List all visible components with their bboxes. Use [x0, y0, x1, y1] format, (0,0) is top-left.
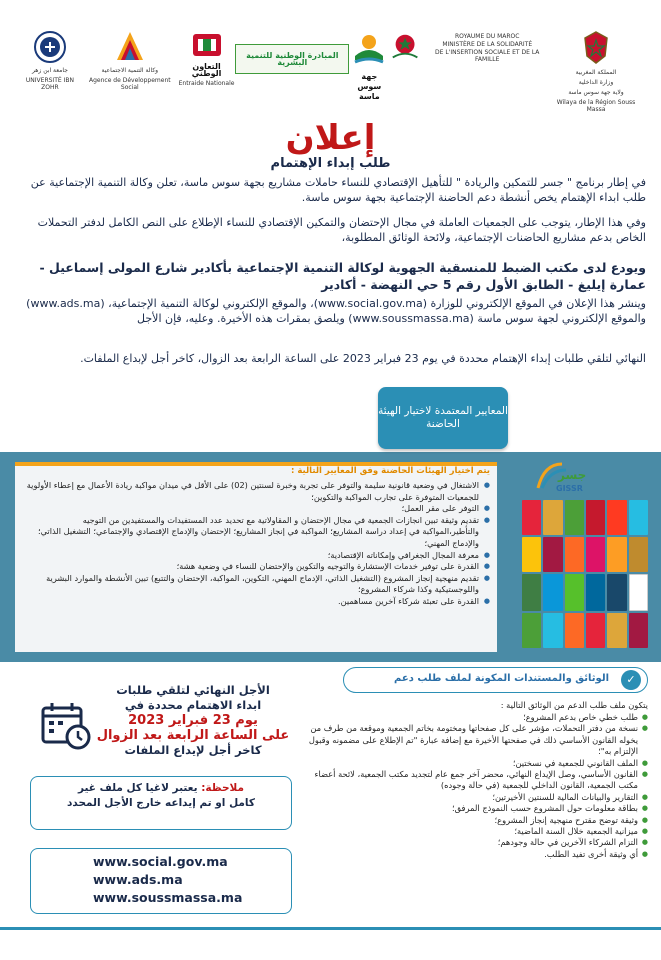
sdg-icons-grid: [522, 500, 648, 648]
criteria-title: يتم اختيار الهيئات الحاضنة وفق المعايير التالية :: [291, 466, 490, 476]
criteria-item: ● التوفر على مقر العمل؛: [24, 503, 490, 515]
sdg-icon: [522, 537, 541, 572]
logo-caption: وكالة التنمية الاجتماعية: [101, 67, 159, 74]
criteria-item: ● تقديم وثيقة تبين انجازات الجمعية في مجال الإحتضان و المقاولاتية مع تحديد عدد المستفيدات والمستفيدين من التوجيه والتأطير،المواكبة في إعداد دراسة المشاريع؛ المواكبة في إنجاز المشاريع؛ الإحتضان والإدماج الإقتصادي والإجتماعي؛ التشغيل الذاتي؛ والإدماج المهني؛: [24, 515, 490, 550]
sdg-icon: [522, 613, 541, 648]
sdg-icon: [565, 537, 584, 572]
criteria-item: ● الاشتغال في وضعية قانونية سليمة والتوفر على تجربة وخبرة لسنتين (02) على الأقل في ميدان مواكبة ريادة الأعمال مع إعطاء الأولوية للجمعيات المتوفرة على تجارب المواكبة والتكوين؛: [24, 480, 490, 503]
logo-caption: MINISTÈRE DE LA SOLIDARITÉ: [442, 41, 533, 48]
gissr-logo: [532, 458, 592, 498]
logo-caption: Wilaya de la Région Souss Massa: [556, 99, 636, 113]
logo-caption: Agence de Développement Social: [89, 77, 171, 91]
criteria-item: ● القدرة على توفير خدمات الإستشارة والتوجيه والتكوين والإحتضان للنساء في وضعية هشة؛: [24, 561, 490, 573]
document-item: ● القانون الأساسي، وصل الإيداع النهائي، محضر آخر جمع عام لتجديد مكتب الجمعية، لائحة أعضاء مكتب الجمعية، القانون الداخلي للجمعية (في حالة وجوده): [300, 769, 648, 792]
deadline-time: على الساعة الرابعة بعد الزوال: [96, 728, 290, 743]
logo-caption: ولاية جهة سوس ماسة: [568, 89, 624, 96]
bottom-divider: [0, 927, 661, 930]
publication-paragraph: وينشر هذا الإعلان في الموقع الإلكتروني للوزارة (www.social.gov.ma)، والموقع الإلكتروني لوكالة التنمية الإجتماعية، (www.ads.ma) والموقع الإلكتروني لجهة سوس ماسة (www.soussmassa.ma) ويلصق بمقرات هذه الأخيرة. وعليه، فإن الأجل: [26, 297, 646, 325]
logo-caption: المملكة المغربية: [575, 69, 617, 76]
sdg-icon: [629, 537, 648, 572]
sdg-icon: [586, 574, 605, 611]
logo-caption: Entraide Nationale: [178, 80, 235, 87]
uiz-logo: [18, 30, 82, 91]
website-links: [30, 848, 292, 914]
criteria-item: ● القدرة على تعبئة شركاء آخرين مساهمين.: [24, 596, 490, 608]
ads-logo: [82, 30, 178, 91]
sdg-icon: [586, 537, 605, 572]
submission-address: ويودع لدى مكتب الضبط للمنسقية الجهوية لوكالة التنمية الإجتماعية بأكادير شارع المولى إسماعيل - عمارة إيليغ - الطابق الأول رقم 5 حي النهضة - أكادير: [39, 260, 646, 292]
sdg-icon: [543, 574, 562, 611]
entraide-nationale-logo: [178, 30, 236, 87]
document-item: ● نسخة من دفتر التحملات، مؤشر على كل صفحاتها ومختومة بخاتم الجمعية وموقعة من طرف من يخوله القانون الأساسي ذلك في صفحتها الأخيرة مع إضافة عبارة "تم الإطلاع على مضمونه وقبول الإلتزام به"؛: [300, 723, 648, 757]
documents-list: [300, 712, 648, 860]
logo-caption: ROYAUME DU MAROC: [455, 33, 520, 40]
document-item: ● أي وثيقة أخرى تفيد الطلب.: [300, 849, 648, 860]
sdg-icon: [607, 574, 626, 611]
page-subtitle: طلب إبداء الإهتمام: [270, 156, 391, 171]
document-item: ● التقارير والبيانات المالية للسنتين الأخيرتين؛: [300, 792, 648, 803]
note-text: يعتبر لاغيا كل ملف غير: [77, 782, 198, 794]
documents-intro: يتكون ملف طلب الدعم من الوثائق التالية :: [500, 700, 648, 710]
sdg-icon: [522, 574, 541, 611]
ministry-solidarity-logo: [389, 30, 549, 66]
logo-caption: التعاون الوطني: [191, 62, 222, 78]
gissr-arabic: جسر: [558, 468, 587, 482]
intro-paragraph-2: وفي هذا الإطار، يتوجب على الجمعيات العاملة في مجال الإحتضان والتمكين الإقتصادي للنساء الإطلاع على النص الكامل لدفتر التحملات الخاص بدعم مشاريع الحاضنات الإجتماعية، ولائحة الوثائق المطلوبة،: [37, 216, 646, 244]
indh-logo: [235, 30, 349, 74]
criteria-item: ● تقديم منهجية إنجاز المشروع (التشغيل الذاتي، الإدماج المهني، التكوين، المواكبة، الإحتضان والتتبع) تبين الأنشطة والموارد البشرية واللوجستيكية وكذا شركاء المشروع؛: [24, 573, 490, 596]
sdg-icon: [629, 574, 648, 611]
deadline-line: الأجل النهائي لتلقي طلبات: [116, 683, 270, 697]
logo-caption: DE L'INSERTION SOCIALE ET DE LA FAMILLE: [435, 49, 540, 63]
sdg-icon: [543, 613, 562, 648]
link-social[interactable]: www.social.gov.ma: [93, 854, 228, 869]
sdg-icon: [543, 500, 562, 535]
note-label: ملاحظة:: [201, 782, 245, 794]
criteria-item: ● معرفة المجال الجغرافي وإمكاناته الإقتصادية؛: [24, 550, 490, 562]
sdg-icon: [607, 613, 626, 648]
gissr-latin: GISSR: [556, 484, 583, 493]
logo-caption: جهة: [361, 72, 378, 81]
deadline-block: [95, 683, 291, 758]
document-item: ● ميزانية الجمعية خلال السنة الماضية؛: [300, 826, 648, 837]
sdg-icon: [565, 574, 584, 611]
logo-caption: UNIVERSITÉ IBN ZOHR: [25, 77, 74, 91]
sdg-icon: [543, 537, 562, 572]
page-title: إعلان: [285, 118, 376, 158]
intro-paragraph-1: في إطار برنامج " جسر للتمكين والريادة " للتأهيل الإقتصادي للنساء حاملات مشاريع بجهة سوس ماسة، تعلن وكالة التنمية الإجتماعية عن طلب ابداء الإهتمام يخص أنشطة دعم الحاضنة الإجتماعية بجهة سوس ماسة.: [30, 176, 646, 204]
document-item: ● التزام الشركاء الآخرين في حالة وجودهم؛: [300, 837, 648, 848]
criteria-list: [24, 480, 490, 608]
sdg-icon: [565, 500, 584, 535]
logo-caption: المبادرة الوطنية للتنمية البشرية: [246, 51, 339, 67]
sdg-icon: [607, 537, 626, 572]
document-item: ● بطاقة معلومات حول المشروع حسب النموذج المرفق؛: [300, 803, 648, 814]
logo-caption: سوس: [357, 82, 382, 91]
sdg-icon: [629, 613, 648, 648]
deadline-paragraph: النهائي لتلقي طلبات إبداء الإهتمام محددة في يوم 23 فبراير 2023 على الساعة الرابعة بعد الزوال، كاخر أجل لإبداع الملفات.: [80, 352, 646, 365]
criteria-heading: المعايير المعتمدة لاختيار الهيئة الحاضنة: [378, 387, 508, 449]
deadline-date: يوم 23 فبراير 2023: [128, 713, 258, 728]
deadline-line: ابداء الاهتمام محددة في: [124, 698, 262, 712]
note-text: كامل او تم إيداعه خارج الأجل المحدد: [67, 797, 255, 809]
calendar-clock-icon: [40, 700, 92, 750]
documents-heading-label: الوثائق والمستندات المكونة لملف طلب دعم: [394, 673, 609, 684]
link-soussmassa[interactable]: www.soussmassa.ma: [93, 890, 243, 905]
logo-caption: ماسة: [358, 92, 380, 101]
sdg-icon: [586, 613, 605, 648]
sdg-icon: [629, 500, 648, 535]
documents-heading: [343, 667, 648, 693]
note-box: [30, 776, 292, 830]
logo-caption: وزارة الداخلية: [578, 79, 614, 86]
check-icon: ✓: [621, 670, 641, 690]
sdg-icon: [522, 500, 541, 535]
link-ads[interactable]: www.ads.ma: [93, 872, 183, 887]
souss-massa-region-logo: [349, 30, 389, 100]
logo-caption: جامعة ابن زهر: [31, 67, 68, 74]
sdg-icon: [586, 500, 605, 535]
document-item: ● وثيقة توضح مقترح منهجية إنجاز المشروع؛: [300, 815, 648, 826]
document-item: ● طلب خطي خاص بدعم المشروع؛: [300, 712, 648, 723]
sdg-icon: [565, 613, 584, 648]
document-item: ● الملف القانوني للجمعية في نسختين؛: [300, 758, 648, 769]
ministry-interior-logo: [549, 30, 643, 113]
deadline-line: كاخر أجل لإيداع الملفات: [124, 743, 262, 757]
sdg-icon: [607, 500, 626, 535]
partner-logos-row: [18, 30, 643, 113]
